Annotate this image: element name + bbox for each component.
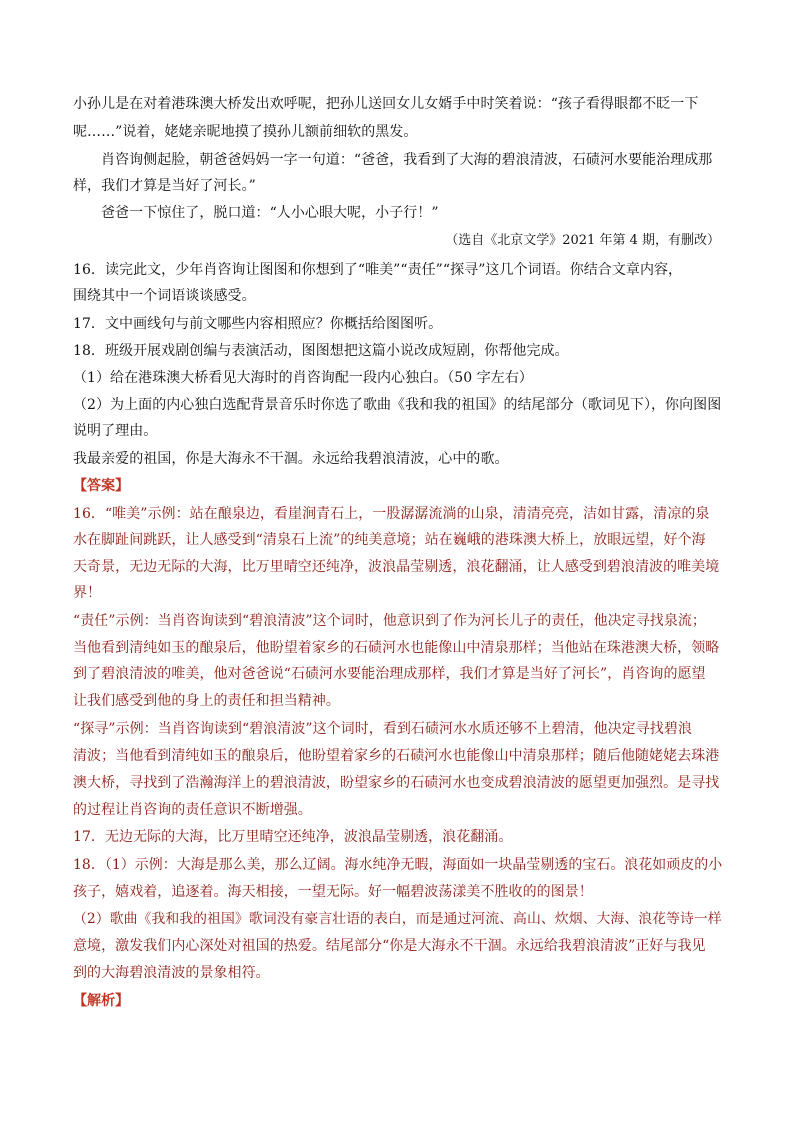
question-line: 16．读完此文，少年肖咨询让图图和你想到了“唯美”“责任”“探寻”这几个词语。你结合文章内容， bbox=[73, 262, 683, 278]
question-line: 围绕其中一个词语谈谈感受。 bbox=[73, 288, 256, 304]
answer-line: 意境，激发我们内心深处对祖国的热爱。结尾部分“你是大海永不干涸。永远给我碧浪清波”正好与我见 bbox=[73, 938, 706, 954]
question-line: 17．文中画线句与前文哪些内容相照应？你概括给图图听。 bbox=[73, 316, 443, 332]
answer-line: 到的大海碧浪清波的景象相符。 bbox=[73, 965, 270, 981]
analysis-heading: 【解析】 bbox=[73, 993, 130, 1009]
passage-line: 呢……”说着，姥姥亲昵地摸了摸孙儿额前细软的黑发。 bbox=[73, 124, 418, 140]
answer-line: （2）歌曲《我和我的祖国》歌词没有豪言壮语的表白，而是通过河流、高山、炊烟、大海、浪花等诗一样 bbox=[73, 911, 722, 927]
passage-line: 小孙儿是在对着港珠澳大桥发出欢呼呢，把孙儿送回女儿女婿手中时笑着说：“孩子看得眼都不眨一下 bbox=[73, 96, 699, 112]
answer-line: 水在脚趾间跳跃，让人感受到“清泉石上流”的纯美意境；站在巍峨的港珠澳大桥上，放眼远望，好个海 bbox=[73, 532, 706, 548]
answer-line: 澳大桥，寻找到了浩瀚海洋上的碧浪清波，盼望家乡的石碛河水也变成碧浪清波的愿望更加强烈。是寻找 bbox=[73, 775, 720, 791]
passage-line: 爸爸一下惊住了，脱口道：“人小心眼大呢，小子行！” bbox=[101, 205, 439, 221]
answer-line: 孩子，嬉戏着，追逐着。海天相接，一望无际。好一幅碧波荡漾美不胜收的的图景！ bbox=[73, 884, 593, 900]
source-citation: （选自《北京文学》2021 年第 4 期，有删改） bbox=[445, 233, 720, 248]
passage-line: 肖咨询侧起脸，朝爸爸妈妈一字一句道：“爸爸，我看到了大海的碧浪清波，石碛河水要能治理成那 bbox=[101, 152, 713, 168]
answer-line: 当他看到清纯如玉的酿泉后，他盼望着家乡的石碛河水也能像山中清泉那样；当他站在珠港澳大桥，领略 bbox=[73, 640, 720, 656]
question-line: 18．班级开展戏剧创编与表演活动，图图想把这篇小说改成短剧，你帮他完成。 bbox=[73, 343, 569, 359]
answer-line: 17．无边无际的大海，比万里晴空还纯净，波浪晶莹剔透，浪花翻涌。 bbox=[73, 829, 513, 845]
answer-line: 18．（1）示例：大海是那么美，那么辽阔。海水纯净无暇，海面如一块晶莹剔透的宝石。浪花如顽皮的小 bbox=[73, 857, 723, 873]
answer-line: 天奇景，无边无际的大海，比万里晴空还纯净，波浪晶莹剔透，浪花翻涌，让人感受到碧浪清波的唯美境 bbox=[73, 559, 720, 575]
answer-line: “责任”示例：当肖咨询读到“碧浪清波”这个词时，他意识到了作为河长儿子的责任，他决定寻找泉流； bbox=[73, 613, 706, 629]
answer-line: 清波；当他看到清纯如玉的酿泉后，他盼望着家乡的石碛河水也能像山中清泉那样；随后他随姥姥去珠港 bbox=[73, 748, 720, 764]
answer-line: 16．“唯美”示例：站在酿泉边，看崖涧青石上，一股潺潺流淌的山泉，清清亮亮，洁如甘露，清凉的泉 bbox=[73, 506, 710, 522]
answer-heading: 【答案】 bbox=[73, 478, 130, 494]
answer-line: “探寻”示例：当肖咨询读到“碧浪清波”这个词时，看到石碛河水水质还够不上碧清，他决定寻找碧浪 bbox=[73, 721, 692, 737]
answer-line: 让我们感受到他的身上的责任和担当精神。 bbox=[73, 693, 340, 709]
answer-line: 界！ bbox=[73, 585, 102, 601]
lyrics-line: 我最亲爱的祖国，你是大海永不干涸。永远给我碧浪清波，心中的歌。 bbox=[73, 451, 509, 467]
passage-line: 样，我们才算是当好了河长。” bbox=[73, 178, 256, 194]
question-line: （2）为上面的内心独白选配背景音乐时你选了歌曲《我和我的祖国》的结尾部分（歌词见下），你向图图 bbox=[73, 397, 722, 413]
question-line: （1）给在港珠澳大桥看见大海时的肖咨询配一段内心独白。（50 字左右） bbox=[73, 370, 533, 386]
question-line: 说明了理由。 bbox=[73, 423, 158, 439]
answer-line: 到了碧浪清波的唯美，他对爸爸说“石碛河水要能治理成那样，我们才算是当好了河长”，肖咨询的愿望 bbox=[73, 666, 706, 682]
answer-line: 的过程让肖咨询的责任意识不断增强。 bbox=[73, 802, 312, 818]
